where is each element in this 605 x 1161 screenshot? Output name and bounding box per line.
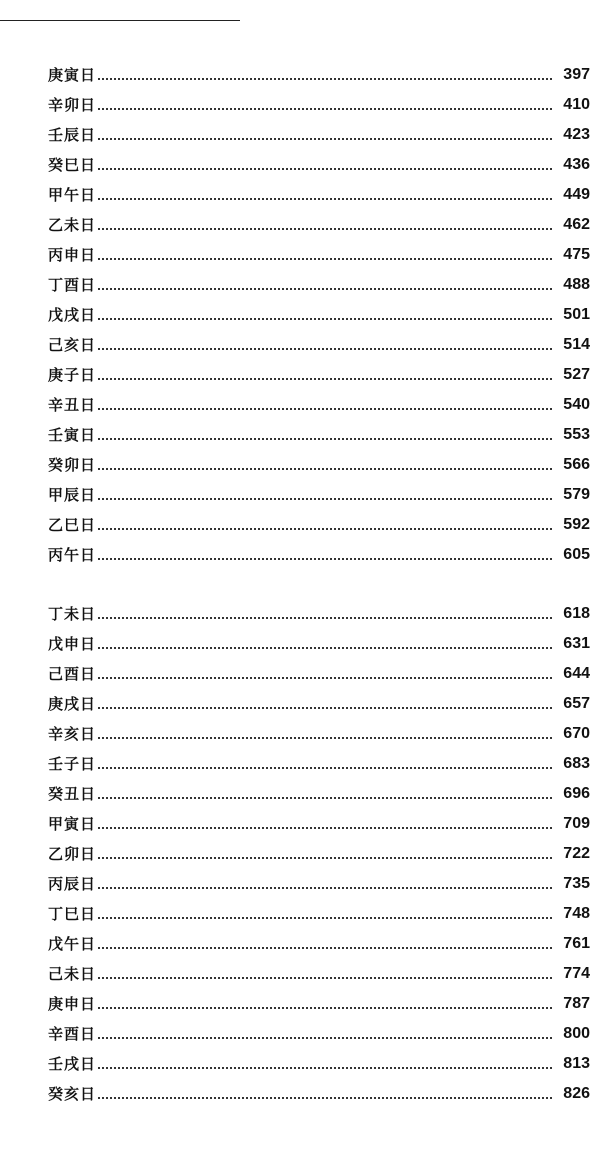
toc-entry-page-number: 826 [563,1085,590,1102]
toc-entry-page-number: 670 [563,725,590,742]
toc-entry-label: 癸亥日 [48,1085,97,1103]
toc-dot-leader [98,737,552,739]
toc-dot-leader [98,887,552,889]
toc-dot-leader [98,1067,552,1069]
toc-entry-page-number: 527 [563,366,590,383]
toc-entry[interactable] [48,540,590,570]
toc-entry-label: 丙午日 [48,546,97,564]
toc-entry-page-number: 410 [563,96,590,113]
toc-entry[interactable] [48,839,590,869]
toc-entry-label: 庚戌日 [48,695,97,713]
toc-dot-leader [98,498,552,500]
header-rule [0,20,240,21]
toc-entry[interactable] [48,360,590,390]
toc-dot-leader [98,827,552,829]
toc-entry[interactable] [48,420,590,450]
toc-entry[interactable] [48,210,590,240]
toc-entry-page-number: 735 [563,875,590,892]
toc-entry-label: 辛酉日 [48,1025,97,1043]
toc-dot-leader [98,1097,552,1099]
toc-dot-leader [98,468,552,470]
toc-entry[interactable] [48,150,590,180]
toc-entry[interactable] [48,749,590,779]
toc-entry-page-number: 787 [563,995,590,1012]
toc-entry-page-number: 800 [563,1025,590,1042]
toc-entry-page-number: 683 [563,755,590,772]
toc-entry-page-number: 488 [563,276,590,293]
toc-entry-label: 乙巳日 [48,516,97,534]
toc-dot-leader [98,258,552,260]
toc-entry[interactable] [48,899,590,929]
toc-dot-leader [98,318,552,320]
toc-dot-leader [98,677,552,679]
toc-dot-leader [98,857,552,859]
toc-entry-label: 丙申日 [48,246,97,264]
toc-entry-label: 丁巳日 [48,905,97,923]
toc-entry-label: 乙卯日 [48,845,97,863]
toc-dot-leader [98,647,552,649]
toc-entry[interactable] [48,300,590,330]
toc-entry[interactable] [48,719,590,749]
toc-group-first [48,60,590,570]
toc-entry-label: 癸丑日 [48,785,97,803]
toc-dot-leader [98,348,552,350]
toc-entry-page-number: 644 [563,665,590,682]
toc-entry-label: 丁未日 [48,605,97,623]
toc-entry[interactable] [48,629,590,659]
toc-entry-label: 戊申日 [48,635,97,653]
toc-dot-leader [98,1037,552,1039]
toc-entry[interactable] [48,689,590,719]
toc-entry-label: 壬子日 [48,755,97,773]
toc-dot-leader [98,408,552,410]
toc-entry-label: 庚寅日 [48,66,97,84]
toc-entry-page-number: 579 [563,486,590,503]
toc-entry[interactable] [48,330,590,360]
toc-entry[interactable] [48,60,590,90]
toc-entry[interactable] [48,450,590,480]
toc-entry-label: 戊戌日 [48,306,97,324]
toc-entry-label: 己未日 [48,965,97,983]
toc-dot-leader [98,1007,552,1009]
toc-entry-label: 壬戌日 [48,1055,97,1073]
toc-entry[interactable] [48,599,590,629]
toc-entry-label: 甲寅日 [48,815,97,833]
toc-entry-label: 丙辰日 [48,875,97,893]
toc-entry-label: 癸巳日 [48,156,97,174]
toc-entry-label: 庚子日 [48,366,97,384]
toc-entry-page-number: 566 [563,456,590,473]
toc-dot-leader [98,528,552,530]
toc-dot-leader [98,797,552,799]
toc-entry-page-number: 722 [563,845,590,862]
toc-entry-label: 辛丑日 [48,396,97,414]
toc-entry[interactable] [48,480,590,510]
toc-entry-page-number: 813 [563,1055,590,1072]
toc-entry-label: 己酉日 [48,665,97,683]
toc-entry[interactable] [48,270,590,300]
toc-entry[interactable] [48,779,590,809]
toc-entry-page-number: 436 [563,156,590,173]
toc-entry[interactable] [48,1019,590,1049]
toc-entry-page-number: 709 [563,815,590,832]
toc-entry-page-number: 618 [563,605,590,622]
toc-dot-leader [98,947,552,949]
toc-entry-page-number: 592 [563,516,590,533]
toc-dot-leader [98,977,552,979]
toc-entry[interactable] [48,1049,590,1079]
toc-entry[interactable] [48,659,590,689]
toc-entry-label: 壬辰日 [48,126,97,144]
toc-entry-page-number: 761 [563,935,590,952]
toc-dot-leader [98,378,552,380]
toc-entry-page-number: 553 [563,426,590,443]
toc-dot-leader [98,438,552,440]
toc-entry-page-number: 462 [563,216,590,233]
toc-dot-leader [98,108,552,110]
toc-dot-leader [98,767,552,769]
toc-entry-label: 辛卯日 [48,96,97,114]
toc-entry-page-number: 475 [563,246,590,263]
toc-entry-label: 壬寅日 [48,426,97,444]
toc-entry-page-number: 397 [563,66,590,83]
toc-dot-leader [98,198,552,200]
toc-entry[interactable] [48,1079,590,1109]
toc-entry-label: 庚申日 [48,995,97,1013]
toc-entry-page-number: 449 [563,186,590,203]
toc-entry-label: 乙未日 [48,216,97,234]
toc-entry-page-number: 657 [563,695,590,712]
toc-entry[interactable] [48,989,590,1019]
toc-dot-leader [98,558,552,560]
toc-entry-page-number: 605 [563,546,590,563]
toc-entry-page-number: 501 [563,306,590,323]
toc-entry-label: 癸卯日 [48,456,97,474]
toc-dot-leader [98,707,552,709]
toc-dot-leader [98,168,552,170]
toc-dot-leader [98,138,552,140]
toc-entry[interactable] [48,929,590,959]
toc-entry[interactable] [48,240,590,270]
toc-entry-page-number: 540 [563,396,590,413]
toc-entry-page-number: 696 [563,785,590,802]
toc-dot-leader [98,617,552,619]
toc-dot-leader [98,228,552,230]
toc-entry-page-number: 748 [563,905,590,922]
toc-entry-label: 辛亥日 [48,725,97,743]
toc-entry-label: 甲午日 [48,186,97,204]
toc-entry-page-number: 514 [563,336,590,353]
toc-entry-page-number: 631 [563,635,590,652]
toc-entry-page-number: 774 [563,965,590,982]
toc-entry[interactable] [48,120,590,150]
toc-entry[interactable] [48,180,590,210]
toc-entry[interactable] [48,869,590,899]
toc-entry-label: 丁酉日 [48,276,97,294]
toc-dot-leader [98,917,552,919]
toc-entry[interactable] [48,510,590,540]
toc-dot-leader [98,78,552,80]
toc-entry[interactable] [48,390,590,420]
toc-entry-label: 甲辰日 [48,486,97,504]
toc-entry[interactable] [48,90,590,120]
toc-dot-leader [98,288,552,290]
toc-entry-label: 戊午日 [48,935,97,953]
toc-entry-label: 己亥日 [48,336,97,354]
toc-entry[interactable] [48,809,590,839]
toc-entry-page-number: 423 [563,126,590,143]
toc-group-second [48,599,590,1109]
toc-entry[interactable] [48,959,590,989]
